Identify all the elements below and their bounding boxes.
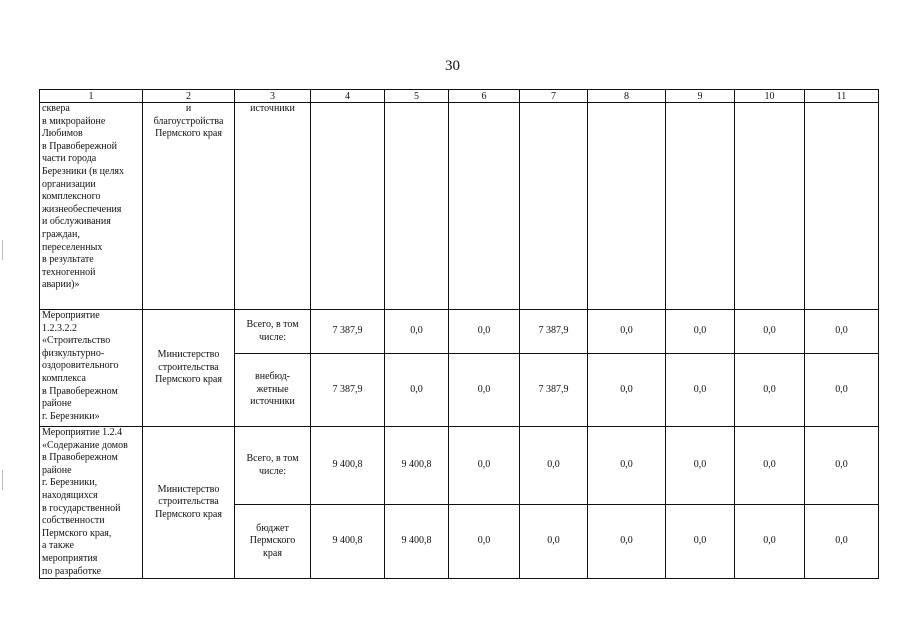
table-row bbox=[40, 427, 879, 505]
value-cell: 0,0 bbox=[666, 505, 735, 579]
value-cell: 7 387,9 bbox=[311, 310, 385, 354]
responsible-cell: Министерство строительства Пермского края bbox=[143, 310, 235, 427]
value-cell: 0,0 bbox=[520, 505, 588, 579]
value-cell: 0,0 bbox=[735, 354, 805, 427]
column-header: 1 bbox=[40, 90, 143, 103]
column-header: 4 bbox=[311, 90, 385, 103]
page-number: 30 bbox=[445, 58, 460, 74]
value-cell: 0,0 bbox=[666, 354, 735, 427]
value-cell: 0,0 bbox=[735, 427, 805, 505]
value-cell: 0,0 bbox=[735, 310, 805, 354]
responsible-cell: и благоустройства Пермского края bbox=[143, 103, 235, 310]
value-cell: 0,0 bbox=[449, 427, 520, 505]
value-cell bbox=[385, 103, 449, 310]
column-header: 8 bbox=[588, 90, 666, 103]
column-header: 2 bbox=[143, 90, 235, 103]
value-cell: 0,0 bbox=[805, 354, 879, 427]
value-cell bbox=[311, 103, 385, 310]
value-cell bbox=[449, 103, 520, 310]
value-cell: 0,0 bbox=[449, 310, 520, 354]
measure-name-cell: Мероприятие 1.2.3.2.2 «Строительство физкультурно- оздоровительного комплекса в Правобережном районе г. Березники» bbox=[40, 310, 143, 427]
source-cell: Всего, в том числе: bbox=[235, 310, 311, 354]
value-cell bbox=[588, 103, 666, 310]
value-cell: 0,0 bbox=[735, 505, 805, 579]
column-header: 5 bbox=[385, 90, 449, 103]
column-header: 6 bbox=[449, 90, 520, 103]
value-cell: 0,0 bbox=[588, 505, 666, 579]
value-cell: 7 387,9 bbox=[520, 354, 588, 427]
value-cell: 9 400,8 bbox=[311, 427, 385, 505]
column-header: 3 bbox=[235, 90, 311, 103]
source-cell: внебюд- жетные источники bbox=[235, 354, 311, 427]
value-cell: 0,0 bbox=[385, 354, 449, 427]
value-cell bbox=[520, 103, 588, 310]
value-cell: 7 387,9 bbox=[520, 310, 588, 354]
measure-name-cell: Мероприятие 1.2.4 «Содержание домов в Правобережном районе г. Березники, находящихся в государственной собственности Пермского края, а также мероприятия по разработке bbox=[40, 427, 143, 579]
source-cell: бюджет Пермского края bbox=[235, 505, 311, 579]
value-cell: 0,0 bbox=[449, 505, 520, 579]
value-cell: 0,0 bbox=[805, 310, 879, 354]
value-cell: 9 400,8 bbox=[311, 505, 385, 579]
table-row bbox=[40, 310, 879, 354]
value-cell: 0,0 bbox=[805, 505, 879, 579]
value-cell: 0,0 bbox=[449, 354, 520, 427]
responsible-cell: Министерство строительства Пермского края bbox=[143, 427, 235, 579]
value-cell bbox=[735, 103, 805, 310]
column-header: 9 bbox=[666, 90, 735, 103]
table-row bbox=[40, 103, 879, 310]
value-cell: 0,0 bbox=[588, 310, 666, 354]
value-cell: 9 400,8 bbox=[385, 427, 449, 505]
column-header: 7 bbox=[520, 90, 588, 103]
value-cell: 0,0 bbox=[588, 427, 666, 505]
source-cell: Всего, в том числе: bbox=[235, 427, 311, 505]
column-number-row bbox=[40, 90, 879, 103]
data-table bbox=[39, 89, 879, 579]
value-cell: 0,0 bbox=[588, 354, 666, 427]
value-cell bbox=[666, 103, 735, 310]
value-cell: 0,0 bbox=[666, 427, 735, 505]
value-cell: 0,0 bbox=[520, 427, 588, 505]
column-header: 10 bbox=[735, 90, 805, 103]
value-cell: 0,0 bbox=[385, 310, 449, 354]
value-cell: 9 400,8 bbox=[385, 505, 449, 579]
value-cell: 0,0 bbox=[805, 427, 879, 505]
source-cell: источники bbox=[235, 103, 311, 310]
value-cell bbox=[805, 103, 879, 310]
value-cell: 0,0 bbox=[666, 310, 735, 354]
left-margin-mark bbox=[2, 240, 3, 260]
measure-name-cell: сквера в микрорайоне Любимов в Правобережной части города Березники (в целях организации комплексного жизнеобеспечения и обслуживания граждан, переселенных в результате техногенной аварии)» bbox=[40, 103, 143, 310]
left-margin-mark bbox=[2, 470, 3, 490]
column-header: 11 bbox=[805, 90, 879, 103]
value-cell: 7 387,9 bbox=[311, 354, 385, 427]
